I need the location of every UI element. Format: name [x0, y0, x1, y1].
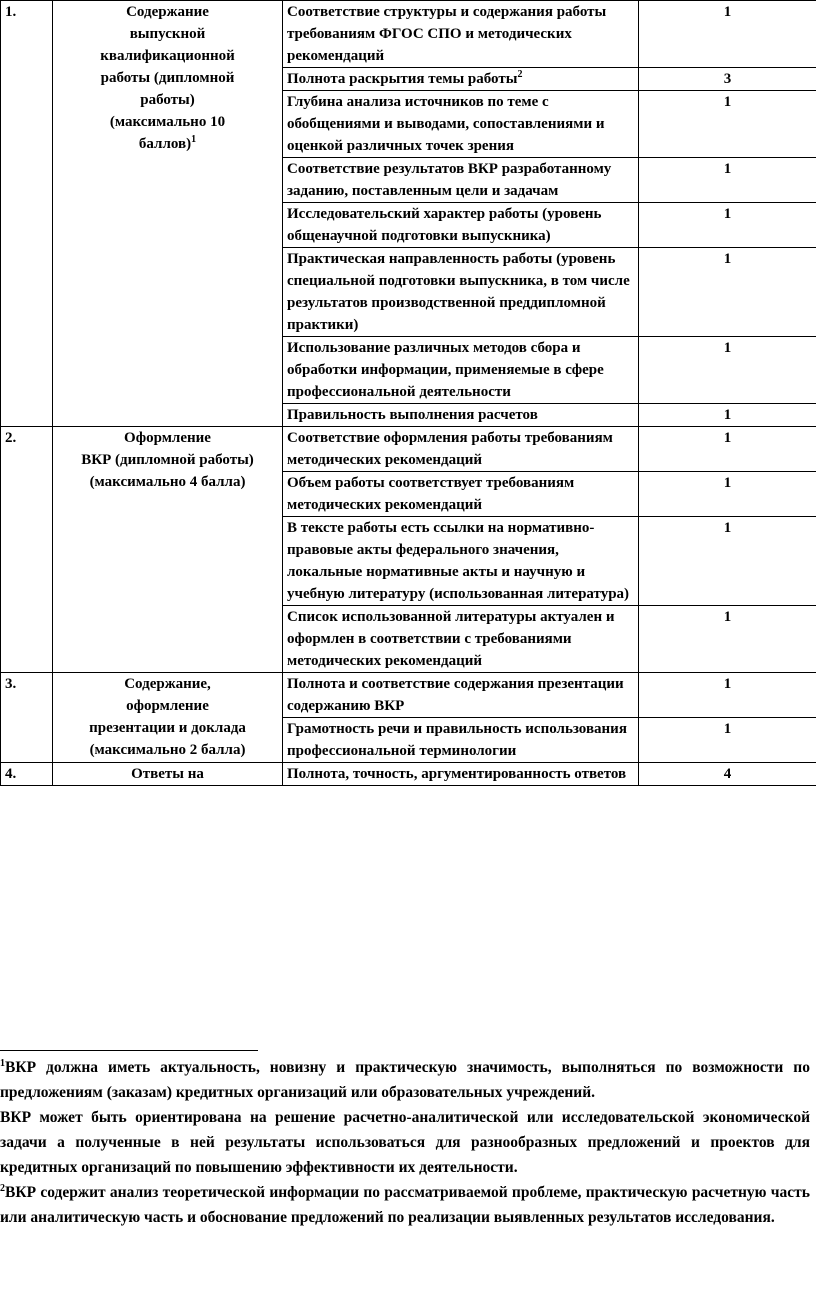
- section-number: 3.: [1, 673, 53, 763]
- criterion-label: Правильность выполнения расчетов: [287, 407, 538, 423]
- footnotes: [0, 1055, 810, 1230]
- criterion-score: 1: [639, 203, 816, 248]
- criterion-text: [283, 763, 639, 786]
- criterion-score: 4: [639, 763, 816, 786]
- criterion-text: [283, 248, 639, 337]
- footnote-1-mark: 1: [0, 1057, 5, 1069]
- criterion-label: Соответствие структуры и содержания работы требованиям ФГОС СПО и методических рекомендаций: [287, 4, 607, 64]
- criterion-label: Глубина анализа источников по теме с обобщениями и выводами, сопоставлениями и оценкой различных точек зрения: [287, 94, 605, 154]
- criterion-label: Список использованной литературы актуален и оформлен в соответствии с требованиями методических рекомендаций: [287, 609, 615, 669]
- criterion-score: 1: [639, 427, 816, 472]
- criteria-table-body: [1, 1, 816, 786]
- section-title-line: Содержание: [126, 4, 209, 20]
- section-title-line: (максимально 2 балла): [89, 742, 246, 758]
- section-title-line: работы (дипломной: [100, 70, 235, 86]
- section-title: [53, 1, 283, 427]
- criterion-score: 1: [639, 248, 816, 337]
- criterion-label: Соответствие оформления работы требованиям методических рекомендаций: [287, 430, 613, 468]
- footnote-ref: 2: [517, 69, 523, 80]
- criterion-text: [283, 203, 639, 248]
- footnote-1-continuation: ВКР может быть ориентирована на решение расчетно-аналитической или исследовательской экономической задачи а полученные в ней результаты использоваться для разнообразных предложений и проектов для кредитных организаций по повышению эффективности их деятельности.: [0, 1109, 810, 1176]
- criterion-text: [283, 404, 639, 427]
- footnote-2-mark: 2: [0, 1182, 5, 1194]
- section-title-line: (максимально 4 балла): [89, 474, 246, 490]
- criterion-score: 1: [639, 673, 816, 718]
- criterion-label: Использование различных методов сбора и обработки информации, применяемые в сфере профессиональной деятельности: [287, 340, 604, 400]
- section-number: 2.: [1, 427, 53, 673]
- criterion-text: [283, 718, 639, 763]
- criterion-text: [283, 673, 639, 718]
- criterion-label: Соответствие результатов ВКР разработанному заданию, поставленным цели и задачам: [287, 161, 612, 199]
- criterion-score: 1: [639, 718, 816, 763]
- section-title-line: презентации и доклада: [89, 720, 246, 736]
- section-title-line: (максимально 10: [109, 114, 226, 130]
- criterion-row: [1, 673, 816, 718]
- section-title: [53, 427, 283, 673]
- footnote-2-text: ВКР содержит анализ теоретической информации по рассматриваемой проблеме, практическую расчетную часть или аналитическую часть и обоснование предложений по реализации выявленных результатов исследования.: [0, 1184, 810, 1226]
- criterion-text: [283, 1, 639, 68]
- criterion-score: 1: [639, 158, 816, 203]
- section-title-line: квалификационной: [100, 48, 235, 64]
- section-title-line: баллов): [138, 136, 192, 152]
- criterion-label: Практическая направленность работы (уровень специальной подготовки выпускника, в том числе результатов производственной преддипломной практики): [287, 251, 630, 333]
- section-title-line: оформление: [126, 698, 209, 714]
- criterion-label: Исследовательский характер работы (уровень общенаучной подготовки выпускника): [287, 206, 602, 244]
- footnote-1: [0, 1055, 810, 1105]
- criterion-score: 1: [639, 606, 816, 673]
- criterion-score: 3: [639, 68, 816, 91]
- criterion-score: 1: [639, 1, 816, 68]
- criterion-text: [283, 606, 639, 673]
- section-title: [53, 673, 283, 763]
- criterion-score: 1: [639, 472, 816, 517]
- criterion-text: [283, 158, 639, 203]
- criterion-text: [283, 427, 639, 472]
- criterion-label: В тексте работы есть ссылки на нормативно-правовые акты федерального значения, локальные нормативные акты и научную и учебную литературу (использованная литература): [287, 520, 630, 602]
- criterion-text: [283, 91, 639, 158]
- section-title-line: выпускной: [129, 26, 206, 42]
- criterion-row: [1, 1, 816, 68]
- criterion-label: Полнота, точность, аргументированность ответов: [287, 766, 627, 782]
- criterion-label: Полнота и соответствие содержания презентации содержанию ВКР: [287, 676, 624, 714]
- section-title: [53, 763, 283, 786]
- criterion-score: 1: [639, 337, 816, 404]
- criterion-row: [1, 427, 816, 472]
- section-number: 4.: [1, 763, 53, 786]
- section-title-line: ВКР (дипломной работы): [81, 452, 254, 468]
- footnote-1-text: ВКР должна иметь актуальность, новизну и практическую значимость, выполняться по возможности по предложениям (заказам) кредитных организаций или образовательных учреждений.: [0, 1059, 810, 1101]
- footnote-ref: 1: [191, 134, 197, 145]
- section-title-line: Оформление: [124, 430, 211, 446]
- section-number: 1.: [1, 1, 53, 427]
- criterion-row: [1, 763, 816, 786]
- criterion-score: 1: [639, 404, 816, 427]
- criterion-label: Полнота раскрытия темы работы: [287, 71, 518, 87]
- criterion-text: [283, 337, 639, 404]
- section-title-line: работы): [140, 92, 195, 108]
- criterion-text: [283, 517, 639, 606]
- criterion-text: [283, 68, 639, 91]
- section-title-line: Ответы на: [131, 766, 204, 782]
- footnote-2: [0, 1180, 810, 1230]
- criterion-score: 1: [639, 517, 816, 606]
- criterion-label: Объем работы соответствует требованиям методических рекомендаций: [287, 475, 575, 513]
- criterion-label: Грамотность речи и правильность использования профессиональной терминологии: [287, 721, 627, 759]
- criterion-text: [283, 472, 639, 517]
- criterion-score: 1: [639, 91, 816, 158]
- section-title-line: Содержание,: [124, 676, 211, 692]
- footnote-separator: [0, 1050, 258, 1051]
